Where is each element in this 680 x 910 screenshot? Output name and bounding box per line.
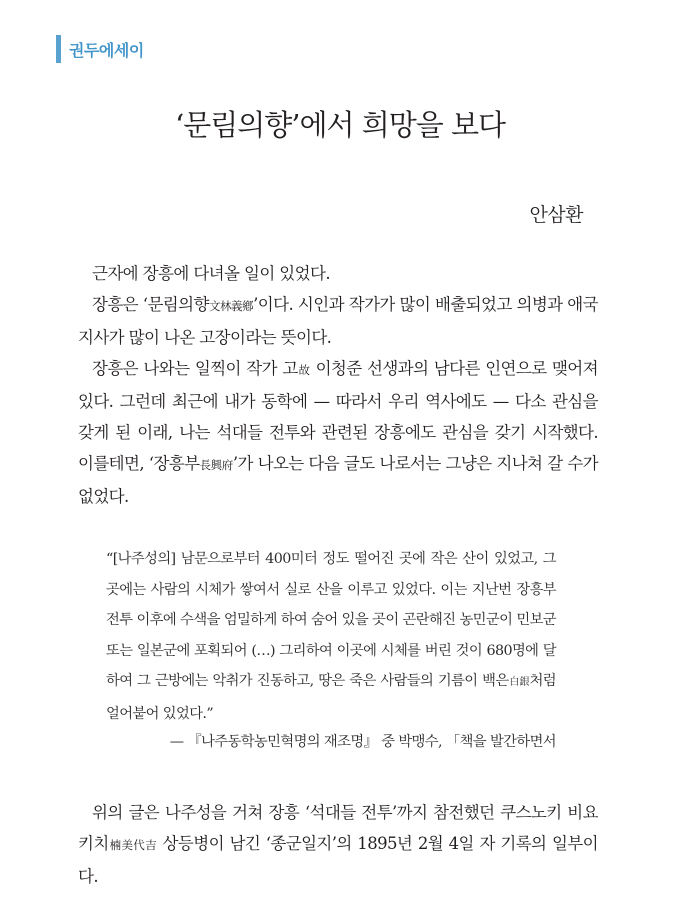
article-body-intro <box>78 258 598 512</box>
paragraph-3-text-b: 이청준 선생과의 남다른 인연으로 맺어져 있다. 그런데 최근에 내가 동학에 — 따라서 우리 역사에도 — 다소 관심을 갖게 된 이래, 나는 석대들 전투와 관련된 장흥에도 관심을 갖기 시작했다. 이를테면, ‘장흥부 <box>78 359 598 473</box>
author-name: 안삼환 <box>529 204 583 226</box>
paragraph-4-text-a: 위의 글은 나주성을 거쳐 장흥 ‘석대들 전투’까지 참전했던 쿠스노키 비요키치 <box>78 803 598 853</box>
paragraph-3-text-c: ’가 나오는 다음 글도 나로서는 그냥은 지나쳐 갈 수가 없었다. <box>78 454 598 506</box>
block-quote <box>106 544 556 729</box>
article-title: ‘문림의향’에서 희망을 보다 <box>174 108 506 142</box>
quote-text-b: 처럼 얼어붙어 있었다.” <box>106 673 556 722</box>
paragraph-3 <box>78 353 598 512</box>
paragraph-2 <box>78 289 598 353</box>
hanja-go: 故 <box>297 363 311 377</box>
quote-source: — 『나주동학농민혁명의 재조명』 중 박맹수, 「책을 발간하면서 <box>169 734 556 750</box>
paragraph-2-text-b: ’이다. 시인과 작가가 많이 배출되었고 의병과 애국지사가 많이 나온 고장이라는 뜻이다. <box>78 295 598 347</box>
section-label: 권두에세이 <box>56 35 144 63</box>
paragraph-2-text-a: 장흥은 ‘문림의향 <box>92 295 209 314</box>
article-body-tail <box>78 797 598 892</box>
hanja-munrim-uihyang: 文林義鄕 <box>208 299 254 313</box>
hanja-janghungbu: 長興府 <box>199 458 233 472</box>
paragraph-4-text-b: 상등병이 남긴 ‘종군일지’의 1895년 2월 4일 자 기록의 일부이다. <box>78 834 598 886</box>
hanja-kusunoki: 楠美代吉 <box>108 838 157 852</box>
hanja-baegeun: 白銀 <box>508 677 530 688</box>
paragraph-4 <box>78 797 598 892</box>
paragraph-3-text-a: 장흥은 나와는 일찍이 작가 고 <box>92 359 298 378</box>
paragraph-1: 근자에 장흥에 다녀올 일이 있었다. <box>92 264 330 283</box>
quote-text-a: “[나주성의] 남문으로부터 400미터 정도 떨어진 곳에 작은 산이 있었고, 그곳에는 사람의 시체가 쌓여서 실로 산을 이루고 있었다. 이는 지난번 장흥부 전투 이후에 수색을 엄밀하게 하여 숨어 있을 곳이 곤란해진 농민군이 민보군 또는 일본군에 포획되어 (…) 그리하여 이곳에 시체를 버린 것이 680명에 달하여 그 근방에는 악취가 진동하고, 땅은 죽은 사람들의 기름이 백은 <box>106 551 556 689</box>
